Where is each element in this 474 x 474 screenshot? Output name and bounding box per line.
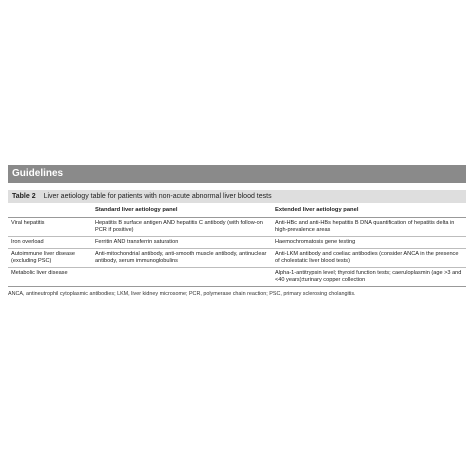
condition-cell: Autoimmune liver disease (excluding PSC): [8, 249, 92, 268]
standard-panel-cell: [92, 268, 272, 287]
table-label: Table 2: [12, 193, 36, 200]
condition-cell: Metabolic liver disease: [8, 268, 92, 287]
table-header-row: [8, 205, 466, 218]
extended-panel-cell: Haemochromatosis gene testing: [272, 237, 466, 249]
column-header-standard: Standard liver aetiology panel: [92, 205, 272, 218]
condition-cell: Iron overload: [8, 237, 92, 249]
table-caption: [8, 190, 466, 203]
table-caption-text: Liver aetiology table for patients with non-acute abnormal liver blood tests: [43, 193, 272, 200]
column-header-extended: Extended liver aetiology panel: [272, 205, 466, 218]
standard-panel-cell: Hepatitis B surface antigen AND hepatitis C antibody (with follow-on PCR if positive): [92, 218, 272, 237]
standard-panel-cell: Anti-mitochondrial antibody, anti-smooth muscle antibody, antinuclear antibody, serum immunoglobulins: [92, 249, 272, 268]
table-row: [8, 237, 466, 249]
liver-aetiology-table: [8, 205, 466, 287]
extended-panel-cell: Anti-HBc and anti-HBs hepatitis B DNA quantification of hepatitis delta in high-prevalence areas: [272, 218, 466, 237]
standard-panel-cell: Ferritin AND transferrin saturation: [92, 237, 272, 249]
table-row: [8, 249, 466, 268]
table-footnote: ANCA, antineutrophil cytoplasmic antibodies; LKM, liver kidney microsome; PCR, polymerase chain reaction; PSC, primary sclerosing cholangitis.: [8, 291, 356, 297]
banner-title: Guidelines: [12, 168, 64, 179]
extended-panel-cell: Alpha-1-antitrypsin level; thyroid function tests; caeruloplasmin (age >3 and <40 years)±urinary copper collection: [272, 268, 466, 287]
table-row: [8, 218, 466, 237]
table-row: [8, 268, 466, 287]
column-header-condition: [8, 205, 92, 218]
extended-panel-cell: Anti-LKM antibody and coeliac antibodies (consider ANCA in the presence of cholestatic liver blood tests): [272, 249, 466, 268]
condition-cell: Viral hepatitis: [8, 218, 92, 237]
section-banner: [8, 165, 466, 183]
